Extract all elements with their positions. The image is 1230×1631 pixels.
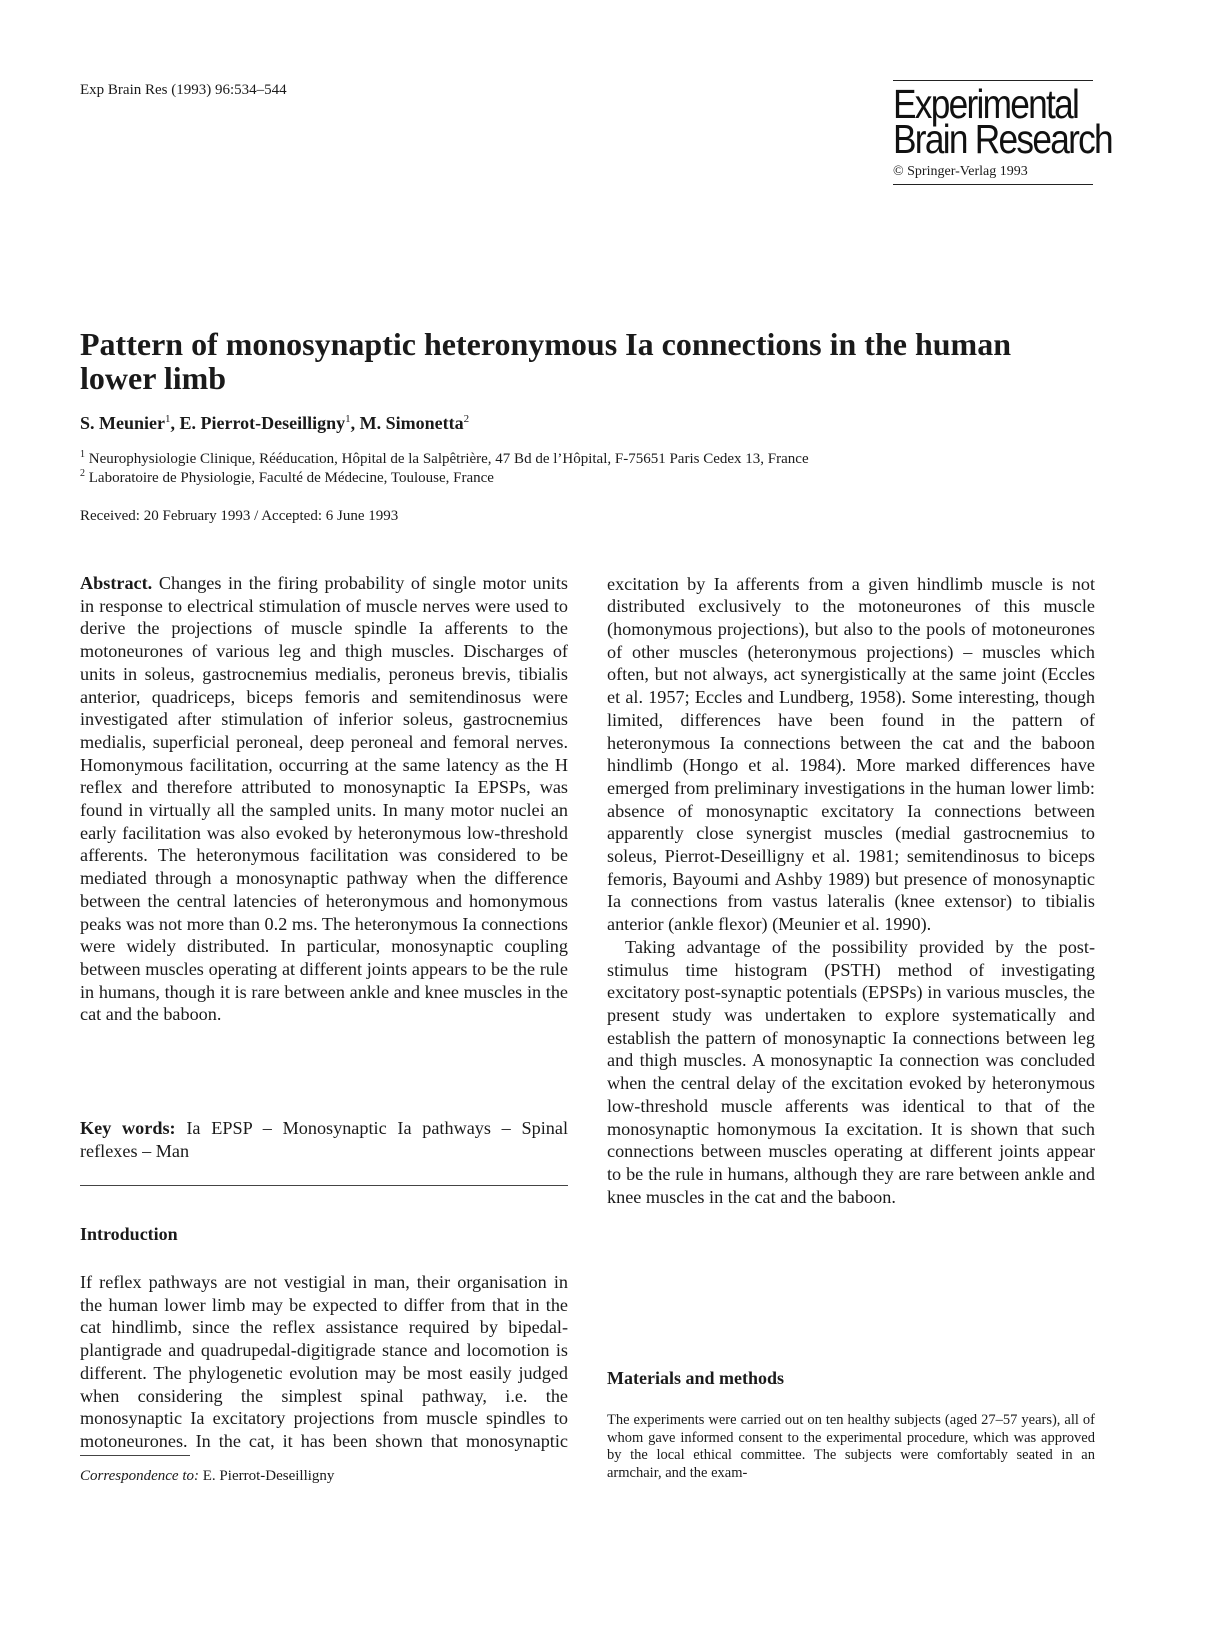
masthead-bottom-rule bbox=[893, 184, 1093, 185]
methods-heading: Materials and methods bbox=[607, 1368, 784, 1388]
affiliation-text: Laboratoire de Physiologie, Faculté de Médecine, Toulouse, France bbox=[88, 470, 494, 486]
introduction-paragraph-1: If reflex pathways are not vestigial in man, their organisation in the human lower limb may be expected to differ from that in the cat hindlimb, since the reflex assistance required by bipedal-plantigrade and quadrupedal-digitigrade stance and locomotion is different. The phylogenetic evolution may be most easily judged when considering the simplest spinal pathway, i.e. the monosynaptic Ia excitatory projections from muscle spindles to motoneurones. In the cat, it has been shown that monosynaptic bbox=[80, 1272, 568, 1451]
affiliation-text: Neurophysiologie Clinique, Rééducation, Hôpital de la Salpêtrière, 47 Bd de l’Hôpital, F-75651 Paris Cedex 13, France bbox=[88, 451, 809, 467]
journal-name bbox=[893, 81, 1112, 162]
affiliation-1 bbox=[80, 449, 809, 468]
journal-masthead bbox=[893, 80, 1112, 185]
received-dates: Received: 20 February 1993 / Accepted: 6 June 1993 bbox=[80, 508, 399, 524]
author-affiliation-marker: 2 bbox=[463, 413, 470, 425]
abstract-label: Abstract. bbox=[80, 573, 153, 593]
methods-text: The experiments were carried out on ten healthy subjects (aged 27–57 years), all of whom gave informed consent to the experimental procedure, which was approved by the local ethical committee. The subjects were comfortably seated in an armchair, and the exam- bbox=[607, 1412, 1095, 1481]
abstract-text: Changes in the firing probability of single motor units in response to electrical stimulation of muscle nerves were used to derive the projections of muscle spindle Ia afferents to the motoneurones of various leg and thigh muscles. Discharges of units in soleus, gastrocnemius medialis, peroneus brevis, tibialis anterior, quadriceps, biceps femoris and semitendinosus were investigated after stimulation of inferior soleus, gastrocnemius medialis, superficial peroneal, deep peroneal and femoral nerves. Homonymous facilitation, occurring at the same latency as the H reflex and therefore attributed to monosynaptic Ia EPSPs, was found in virtually all the sampled units. In many motor nuclei an early facilitation was also evoked by heteronymous low-threshold afferents. The heteronymous facilitation was considered to be mediated through a monosynaptic pathway when the difference between the central latencies of heteronymous and homonymous peaks was not more than 0.2 ms. The heteronymous Ia connections were widely distributed. In particular, monosynaptic coupling between muscles operating at different joints appears to be the rule in humans, though it is rare between ankle and knee muscles in the cat and the baboon. bbox=[80, 573, 568, 1025]
author-affiliation-marker: 1 bbox=[165, 413, 171, 425]
affiliation-2 bbox=[80, 468, 494, 487]
footnote-rule bbox=[80, 1455, 190, 1456]
abstract-divider bbox=[80, 1185, 568, 1186]
introduction-heading: Introduction bbox=[80, 1224, 178, 1244]
correspondence-name: E. Pierrot-Deseilligny bbox=[202, 1468, 335, 1484]
author-name: M. Simonetta bbox=[359, 413, 464, 433]
article-title: Pattern of monosynaptic heteronymous Ia connections in the human lower limb bbox=[80, 326, 1011, 396]
introduction-col1 bbox=[80, 1271, 568, 1452]
author-list: S. Meunier$^1$, E. Pierrot-Deseilligny$^1$, M. Simonetta$^2$ bbox=[80, 413, 470, 433]
copyright-notice: © Springer-Verlag 1993 bbox=[893, 164, 1028, 179]
author-name: S. Meunier bbox=[80, 413, 165, 433]
affiliation-marker: 2 bbox=[80, 468, 85, 479]
author-affiliation-marker: 1 bbox=[345, 413, 351, 425]
introduction-col2 bbox=[607, 572, 1095, 1298]
correspondence-label: Correspondence to: bbox=[80, 1468, 200, 1484]
journal-citation: Exp Brain Res (1993) 96:534–544 bbox=[80, 82, 287, 98]
introduction-paragraph-1-cont: excitation by Ia afferents from a given hindlimb muscle is not distributed exclusively to the motoneurones of this muscle (homonymous projections), but also to the pools of motoneurones of other muscles (heteronymous projections) – muscles which often, but not always, act synergistically at the same joint (Eccles et al. 1957; Eccles and Lundberg, 1958). Some interesting, though limited, differences have been found in the pattern of heteronymous Ia connections between the cat and the baboon hindlimb (Hongo et al. 1984). More marked differences have emerged from preliminary investigations in the human lower limb: absence of monosynaptic excitatory Ia connections between apparently close synergist muscles (medial gastrocnemius to soleus, Pierrot-Deseilligny et al. 1981; semitendinosus to biceps femoris, Bayoumi and Ashby 1989) but presence of monosynaptic Ia connections from vastus lateralis (knee extensor) to tibialis anterior (ankle flexor) (Meunier et al. 1990). bbox=[607, 573, 1095, 935]
introduction-paragraph-2: Taking advantage of the possibility provided by the post-stimulus time histogram (PSTH) method of investigating excitatory post-synaptic potentials (EPSPs) in various muscles, the present study was undertaken to explore systematically and establish the pattern of monosynaptic Ia connections between leg and thigh muscles. A monosynaptic Ia connection was concluded when the central delay of the excitation evoked by heteronymous low-threshold muscle afferents was identical to that of the monosynaptic homonymous Ia excitation. It is shown that such connections between muscles operating at different joints appear to be the rule in humans, although they are rare between ankle and knee muscles in the cat and the baboon. bbox=[607, 936, 1095, 1207]
keywords-label: Key words: bbox=[80, 1118, 176, 1138]
keywords bbox=[80, 1117, 568, 1162]
abstract bbox=[80, 572, 568, 1026]
author-name: E. Pierrot-Deseilligny bbox=[179, 413, 346, 433]
affiliation-marker: 1 bbox=[80, 449, 85, 460]
journal-name-line2: Brain Research bbox=[893, 116, 1112, 162]
keywords-text: Ia EPSP – Monosynaptic Ia pathways – Spinal reflexes – Man bbox=[80, 1118, 568, 1161]
correspondence-footnote bbox=[80, 1468, 334, 1485]
journal-name-line1: Experimental bbox=[893, 81, 1079, 127]
